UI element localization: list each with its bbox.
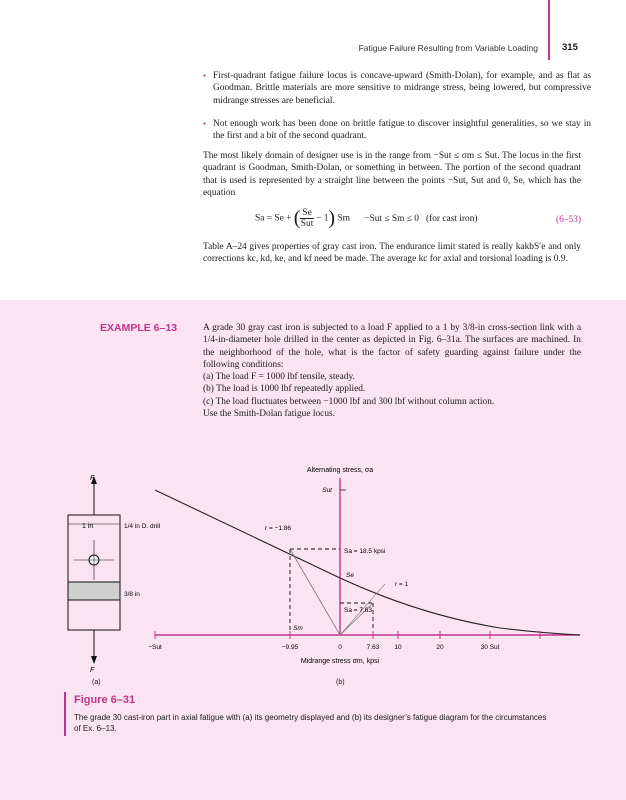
example-label: EXAMPLE 6–13	[100, 322, 178, 334]
se-label: Se	[346, 572, 354, 579]
figure-label: Figure 6–31	[74, 694, 136, 706]
load-line-r-neg	[290, 549, 340, 635]
r-neg-label: r = −1.86	[265, 525, 292, 532]
sm-label: Sm	[293, 625, 303, 632]
page-number: 315	[562, 42, 578, 53]
equation-numerator: Se	[302, 208, 312, 218]
equation-denominator: Sut	[300, 219, 314, 229]
y-axis-label: Alternating stress, σa	[306, 467, 374, 474]
part-b-caption: (b)	[336, 679, 345, 686]
example-item: (c) The load fluctuates between −1000 lbf and 300 lbf without column action.	[203, 396, 495, 407]
x-tick-label: 10	[394, 644, 402, 651]
x-axis-label: Midrange stress σm, kpsi	[300, 658, 380, 665]
width-label: 1 in	[82, 523, 94, 530]
figure-rule	[64, 692, 66, 736]
r-pos-label: r = 1	[395, 581, 409, 588]
equation-rhs: Sm	[337, 213, 350, 224]
header-rule	[548, 0, 550, 60]
cross-section	[68, 582, 120, 600]
x-tick-label: 7.63	[366, 644, 380, 651]
equation-number: (6–53)	[556, 215, 581, 225]
equation-fraction	[300, 208, 313, 229]
force-label-top: F	[90, 475, 95, 482]
equation-lhs: Sa = Se +	[255, 213, 292, 224]
equation-condition: −Sut ≤ Sm ≤ 0 (for cast iron)	[364, 213, 478, 224]
bullet-item: ▪ Not enough work has been done on brittle fatigue to discover insightful generalities, so we stay in the first and a bit of the second quadrant.	[203, 118, 591, 143]
sa-185-label: Sa = 18.5 kpsi	[344, 548, 386, 555]
example-intro: A grade 30 gray cast iron is subjected to a load F applied to a 1 by 3/8-in cross-section link with a 1/4-in-diameter hole drilled in the center as depicted in Fig. 6–31a. The surfaces are machined. In the neighborhood of the hole, what is the factor of safety guarding against failure under the following conditions:	[203, 323, 581, 370]
force-label-bottom: F	[90, 667, 95, 674]
sa-763-label: Sa = 7.63	[344, 607, 373, 614]
thickness-label: 3/8 in	[124, 591, 140, 598]
paragraph: The most likely domain of designer use is in the range from −Sut ≤ σm ≤ Sut. The locus in the first quadrant is Goodman, Smith-Dolan, or something in between. The portion of the second quadrant that is used is represented by a straight line between the points −Sut, Sut and 0, Se, which has the equation	[203, 151, 581, 198]
sut-top-label: Sut	[322, 487, 332, 494]
paragraph: Table A–24 gives properties of gray cast iron. The endurance limit stated is really kakbS′e and only corrections kc, kd, ke, and kf need be made. The average kc for axial and torsional loading is 0.9.	[203, 242, 581, 265]
x-tick-label: −Sut	[148, 644, 162, 651]
x-tick-label: −9.95	[281, 644, 299, 651]
arrow-head-icon	[91, 656, 97, 664]
figure-part-b	[140, 460, 610, 685]
part-a-caption: (a)	[92, 679, 101, 686]
example-item: (a) The load F = 1000 lbf tensile, steady.	[203, 372, 355, 383]
x-tick-label: 20	[436, 644, 444, 651]
equation-minus-one: − 1	[316, 213, 329, 224]
running-head: Fatigue Failure Resulting from Variable Loading	[358, 43, 538, 53]
example-text	[203, 322, 581, 420]
bullet-item: ▪ First-quadrant fatigue failure locus is concave-upward (Smith-Dolan), for example, and as flat as Goodman. Brittle materials are more sensitive to midrange stress, being lowered, but compressive midrange stresses are beneficial.	[203, 70, 591, 107]
example-item: Use the Smith-Dolan fatigue locus.	[203, 409, 336, 420]
x-tick-label: 0	[338, 644, 342, 651]
figure-caption: The grade 30 cast-iron part in axial fatigue with (a) its geometry displayed and (b) its designer’s fatigue diagram for the circumstances of Ex. 6–13.	[74, 713, 547, 733]
equation-6-53: Sa = Se + ( $\frac{Se}{\text{Sut}}$ − 1) Sm −Sut ≤ Sm ≤ 0 (for cast iron) (6–53)	[255, 207, 581, 229]
example-item: (b) The load is 1000 lbf repeatedly applied.	[203, 384, 366, 395]
drill-label: 1/4 in D. drill	[124, 523, 160, 530]
x-tick-label: 30 Sut	[480, 644, 500, 651]
